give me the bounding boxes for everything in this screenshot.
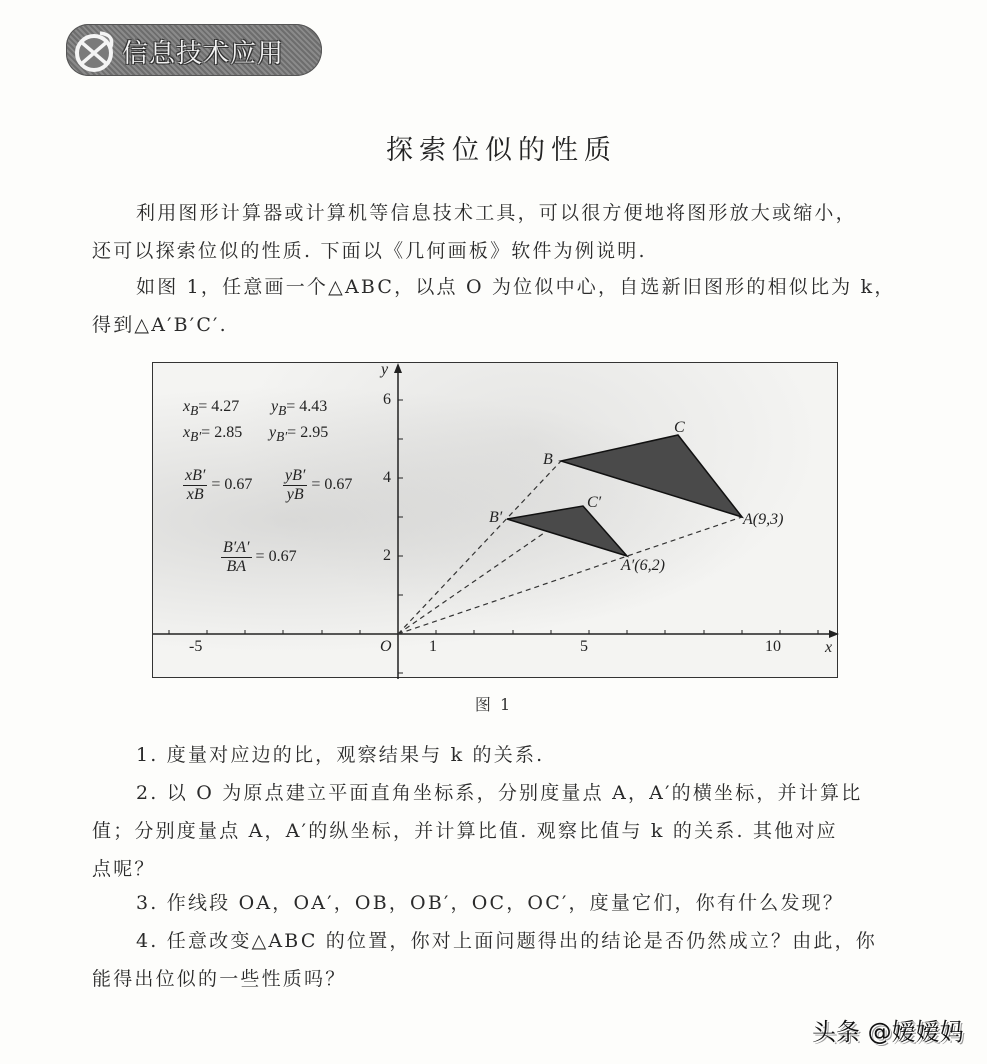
page-title: 探索位似的性质 [386, 135, 617, 166]
point-label-B: B [543, 451, 553, 468]
intro-line: 得到△A′B′C′. [92, 314, 228, 336]
question-line: 2. 以 O 为原点建立平面直角坐标系，分别度量点 A，A′的横坐标，并计算比 [136, 782, 863, 804]
measure-ratio-BA: $\frac{B'A'}{BA}$ = 0.67 [223, 539, 297, 575]
interlocked-loop-icon [70, 27, 118, 75]
question-1 [92, 736, 922, 774]
y-tick-label: 4 [383, 469, 391, 486]
measure-xB: $x_B= 4.27$ [183, 398, 240, 419]
y-tick-label: 2 [383, 547, 391, 564]
point-label-B-prime: B′ [489, 509, 503, 526]
intro-paragraph-1 [92, 194, 922, 270]
y-axis-label: y [381, 361, 389, 378]
intro-line: 利用图形计算器或计算机等信息技术工具，可以很方便地将图形放大或缩小， [136, 202, 857, 224]
origin-label: O [380, 638, 392, 655]
question-line: 能得出位似的一些性质吗？ [92, 968, 347, 990]
intro-line: 还可以探索位似的性质. 下面以《几何画板》软件为例说明. [92, 240, 647, 262]
question-4 [92, 922, 922, 998]
watermark: 头条 @嫒嫒妈 [812, 1018, 964, 1046]
measure-ratio-x: $\frac{xB'}{xB}$ = 0.67 [185, 467, 253, 503]
figure-1-geometry-sketchpad [152, 362, 838, 678]
x-tick-label: 5 [580, 638, 588, 655]
question-line: 1. 度量对应边的比，观察结果与 k 的关系. [136, 744, 545, 766]
x-tick-label: 10 [765, 638, 781, 655]
question-line: 点呢？ [92, 858, 156, 880]
question-line: 3. 作线段 OA，OA′，OB，OB′，OC，OC′，度量它们，你有什么发现？ [136, 892, 845, 914]
x-tick-label: -5 [189, 638, 203, 655]
section-banner-title: 信息技术应用 [122, 39, 285, 69]
question-3 [92, 884, 922, 922]
measure-ratio-y: $\frac{yB'}{yB}$ = 0.67 [285, 467, 353, 503]
question-line: 4. 任意改变△ABC 的位置，你对上面问题得出的结论是否仍然成立？由此，你 [136, 930, 877, 952]
point-label-A-prime: A′(6,2) [621, 557, 665, 574]
point-label-C: C [674, 419, 685, 436]
measure-yB: $y_B= 4.43$ [271, 398, 328, 419]
intro-line: 如图 1，任意画一个△ABC，以点 O 为位似中心，自选新旧图形的相似比为 k， [136, 276, 896, 298]
x-tick-label: 1 [429, 638, 437, 655]
figure-caption: 图 1 [474, 695, 513, 714]
measure-yB-prime: $y_{B'}= 2.95$ [269, 424, 329, 445]
question-line: 值；分别度量点 A，A′的纵坐标，并计算比值. 观察比值与 k 的关系. 其他对应 [92, 820, 838, 842]
question-2 [92, 774, 922, 888]
measure-xB-prime: $x_{B'}= 2.85$ [183, 424, 243, 445]
y-tick-label: 6 [383, 391, 391, 408]
point-label-C-prime: C′ [587, 494, 602, 511]
point-label-A: A(9,3) [743, 511, 784, 528]
x-axis-label: x [825, 639, 833, 656]
intro-paragraph-2 [92, 268, 922, 344]
